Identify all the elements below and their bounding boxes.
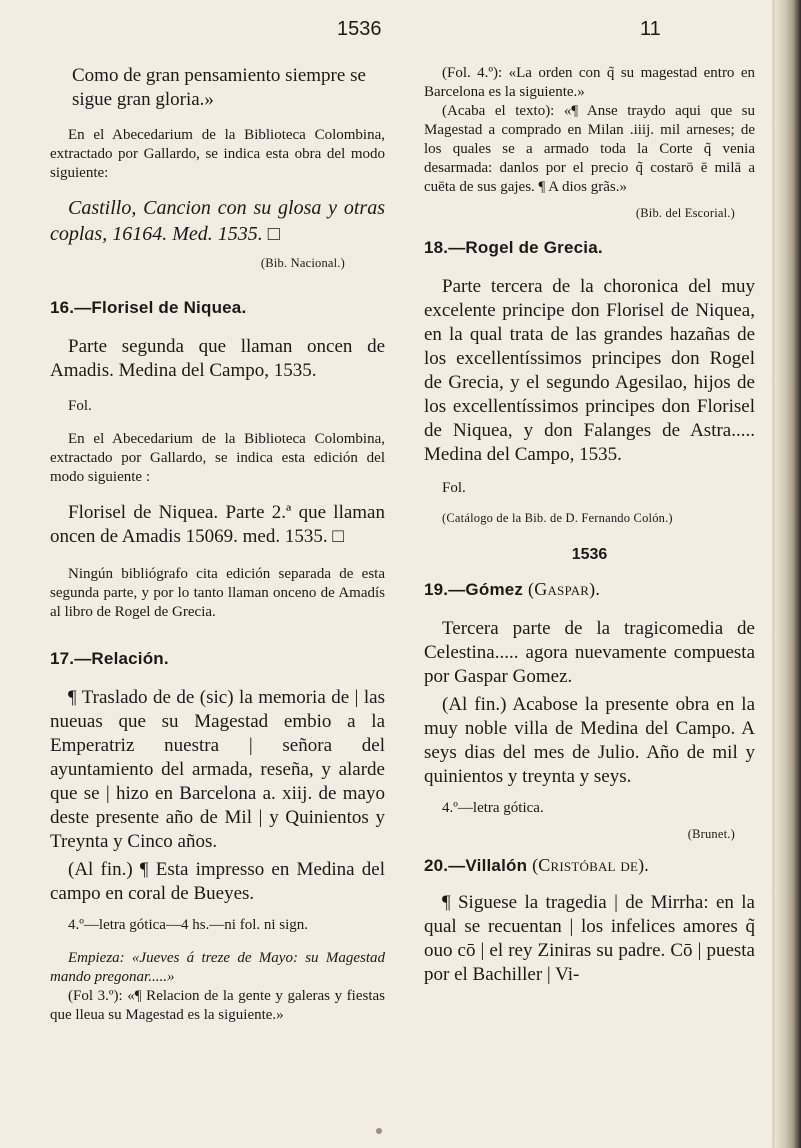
entry-format: 4.º—letra gótica—4 hs.—ni fol. ni sign.: [68, 917, 309, 933]
ink-spot: [376, 1128, 382, 1134]
entry-note: (Acaba el texto): «¶ Anse traydo aqui que su Magestad a comprado en Milan .iiij. mil arneses; de los quales se a armado toda la Corte q̃ venia desarmada: danlos por el precio q̃ costarō ē milā a cuēta de sus gajes. ¶ A dios grãs.»: [424, 103, 755, 195]
entry-heading-20: [424, 854, 755, 877]
running-head: [0, 18, 775, 48]
entry-title: ¶ Traslado de de (sic) la memoria de | las nueuas que su Magestad embio a la Emperatriz nuestra | señora del ayuntamiento del armada, reseña, y alarde que se | hizo en Barcelona a. xiij. de mayo deste presente año de Mil | y Quinientos y Treynta y Cinco años.: [50, 687, 385, 852]
heading-author: (Gaspar).: [528, 579, 601, 599]
page-edge: [775, 0, 801, 1148]
entry-note: (Fol 3.º): «¶ Relacion de la gente y galeras y fiestas que lleua su Magestad es la siguiente.»: [50, 988, 385, 1023]
entry-format: Fol.: [68, 398, 92, 414]
heading-number: 19.—Gómez: [424, 580, 529, 599]
entry-title: Tercera parte de la tragicomedia de Celestina..... agora nuevamente compuesta por Gaspar Gomez.: [424, 618, 755, 687]
entry-heading-19: [424, 578, 755, 601]
heading-number: 20.—Villalón: [424, 856, 533, 875]
library-citation: (Bib. Nacional.): [260, 256, 345, 270]
entry-heading-18: 18.—Rogel de Grecia.: [424, 238, 603, 257]
left-column: [50, 64, 385, 1025]
entry-title: ¶ Siguese la tragedia | de Mirrha: en la qual se recuentan | los infelices amores q̃ ouo cō | el rey Ziniras su padre. Cō | puesta por el Bachiller | Vi-: [424, 892, 755, 985]
entry-title: Parte segunda que llaman oncen de Amadis. Medina del Campo, 1535.: [50, 336, 385, 381]
library-citation: (Bib. del Escorial.): [635, 206, 735, 220]
entry-format: Fol.: [442, 480, 466, 496]
library-citation: (Catálogo de la Bib. de D. Fernando Colón.): [442, 511, 673, 525]
entry-note: Ningún bibliógrafo cita edición separada de esta segunda parte, y por lo tanto llaman onceno de Amadís al libro de Rogel de Grecia.: [50, 566, 385, 620]
entry-title: Parte tercera de la choronica del muy excelente principe don Florisel de Niquea, en la qual trata de las grandes hazañas de los excellentíssimos principes don Rogel de Grecia, y el segundo Agesilao, hijos de los excellentíssimos principes don Florisel de Niquea, y don Falanges de Astra..... Medina del Campo, 1535.: [424, 276, 755, 465]
entry-colophon: (Al fin.) ¶ Esta impresso en Medina del campo en coral de Bueyes.: [50, 859, 385, 904]
library-citation: (Brunet.): [687, 827, 735, 841]
entry-note: En el Abecedarium de la Biblioteca Colombina, extractado por Gallardo, se indica esta obra del modo siguiente:: [50, 127, 385, 181]
page-number: 11: [640, 18, 661, 40]
section-year: 1536: [571, 546, 608, 563]
entry-note: En el Abecedarium de la Biblioteca Colombina, extractado por Gallardo, se indica esta edición del modo siguiente :: [50, 431, 385, 485]
entry-heading-16: 16.—Florisel de Niquea.: [50, 298, 247, 317]
entry-heading-17: 17.—Relación.: [50, 649, 169, 668]
right-column: [424, 64, 755, 987]
entry-citation-text: Castillo, Cancion con su glosa y otras coplas, 16164. Med. 1535. □: [50, 197, 385, 245]
header-year: 1536: [337, 18, 382, 40]
entry-format: 4.º—letra gótica.: [442, 800, 544, 816]
entry-note: (Fol. 4.º): «La orden con q̃ su magestad entro en Barcelona es la siguiente.»: [424, 65, 755, 100]
entry-citation-text: Florisel de Niquea. Parte 2.ª que llaman oncen de Amadis 15069. med. 1535. □: [50, 502, 385, 547]
heading-author: (Cristóbal de).: [532, 855, 649, 875]
entry-colophon: (Al fin.) Acabose la presente obra en la muy noble villa de Medina del Campo. A seys dias del mes de Julio. Año de mil y quinientos y treynta y seys.: [424, 694, 755, 787]
entry-note: Empieza: «Jueves á treze de Mayo: su Magestad mando pregonar.....»: [50, 950, 385, 985]
entry-text: Como de gran pensamiento siempre se sigue gran gloria.»: [72, 65, 366, 110]
